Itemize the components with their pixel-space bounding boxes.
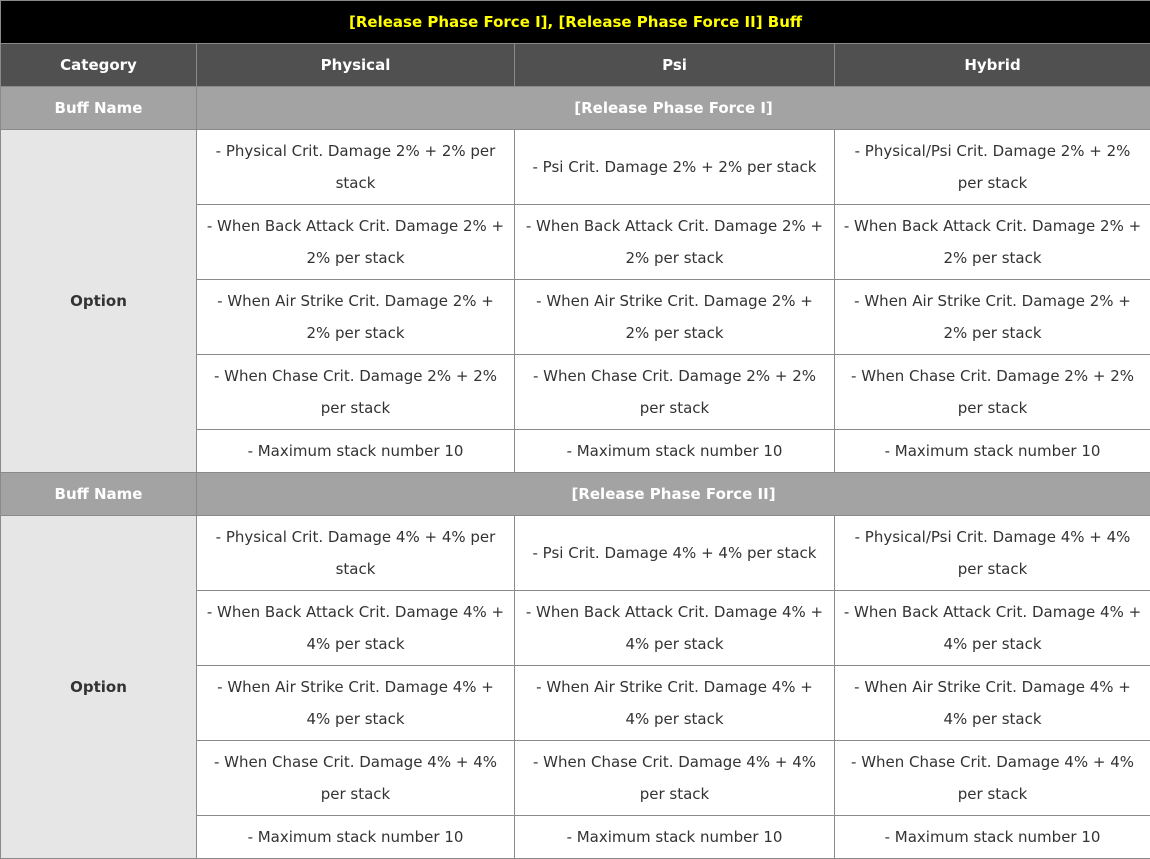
option-cell-physical: - When Back Attack Crit. Damage 4% + 4% per stack <box>197 591 515 666</box>
option-cell-psi: - Maximum stack number 10 <box>515 430 835 473</box>
option-cell-psi: - Maximum stack number 10 <box>515 816 835 859</box>
option-cell-hybrid: - When Air Strike Crit. Damage 4% + 4% per stack <box>835 666 1150 741</box>
option-cell-physical: - Maximum stack number 10 <box>197 430 515 473</box>
header-row <box>1 44 1150 87</box>
buff-name-label: Buff Name <box>1 87 197 130</box>
header-psi: Psi <box>515 44 835 87</box>
option-cell-physical: - When Chase Crit. Damage 2% + 2% per stack <box>197 355 515 430</box>
option-cell-hybrid: - When Air Strike Crit. Damage 2% + 2% per stack <box>835 280 1150 355</box>
buff-name-value: [Release Phase Force I] <box>197 87 1150 130</box>
option-cell-hybrid: - When Chase Crit. Damage 4% + 4% per stack <box>835 741 1150 816</box>
option-cell-psi: - When Air Strike Crit. Damage 2% + 2% per stack <box>515 280 835 355</box>
option-cell-psi: - When Air Strike Crit. Damage 4% + 4% per stack <box>515 666 835 741</box>
option-cell-psi: - Psi Crit. Damage 2% + 2% per stack <box>515 130 835 205</box>
option-cell-hybrid: - Physical/Psi Crit. Damage 2% + 2% per stack <box>835 130 1150 205</box>
option-cell-hybrid: - Physical/Psi Crit. Damage 4% + 4% per stack <box>835 516 1150 591</box>
option-cell-psi: - When Back Attack Crit. Damage 2% + 2% per stack <box>515 205 835 280</box>
option-cell-hybrid: - When Chase Crit. Damage 2% + 2% per stack <box>835 355 1150 430</box>
option-cell-psi: - When Chase Crit. Damage 4% + 4% per stack <box>515 741 835 816</box>
option-cell-hybrid: - When Back Attack Crit. Damage 2% + 2% per stack <box>835 205 1150 280</box>
option-cell-physical: - Physical Crit. Damage 2% + 2% per stack <box>197 130 515 205</box>
option-cell-physical: - When Air Strike Crit. Damage 2% + 2% per stack <box>197 280 515 355</box>
option-cell-hybrid: - Maximum stack number 10 <box>835 816 1150 859</box>
buff-name-row <box>1 473 1150 516</box>
option-row <box>1 516 1150 591</box>
buff-name-label: Buff Name <box>1 473 197 516</box>
buff-name-value: [Release Phase Force II] <box>197 473 1150 516</box>
option-cell-psi: - When Chase Crit. Damage 2% + 2% per stack <box>515 355 835 430</box>
header-category: Category <box>1 44 197 87</box>
title-row <box>1 1 1150 44</box>
header-hybrid: Hybrid <box>835 44 1150 87</box>
option-cell-physical: - When Air Strike Crit. Damage 4% + 4% per stack <box>197 666 515 741</box>
option-cell-physical: - Maximum stack number 10 <box>197 816 515 859</box>
option-label: Option <box>1 516 197 859</box>
option-row <box>1 130 1150 205</box>
option-cell-hybrid: - When Back Attack Crit. Damage 4% + 4% per stack <box>835 591 1150 666</box>
table-title: [Release Phase Force I], [Release Phase Force II] Buff <box>1 1 1150 44</box>
buff-name-row <box>1 87 1150 130</box>
option-cell-physical: - When Chase Crit. Damage 4% + 4% per stack <box>197 741 515 816</box>
option-cell-physical: - Physical Crit. Damage 4% + 4% per stack <box>197 516 515 591</box>
option-cell-psi: - Psi Crit. Damage 4% + 4% per stack <box>515 516 835 591</box>
header-physical: Physical <box>197 44 515 87</box>
option-cell-psi: - When Back Attack Crit. Damage 4% + 4% per stack <box>515 591 835 666</box>
option-label: Option <box>1 130 197 473</box>
option-cell-hybrid: - Maximum stack number 10 <box>835 430 1150 473</box>
option-cell-physical: - When Back Attack Crit. Damage 2% + 2% per stack <box>197 205 515 280</box>
